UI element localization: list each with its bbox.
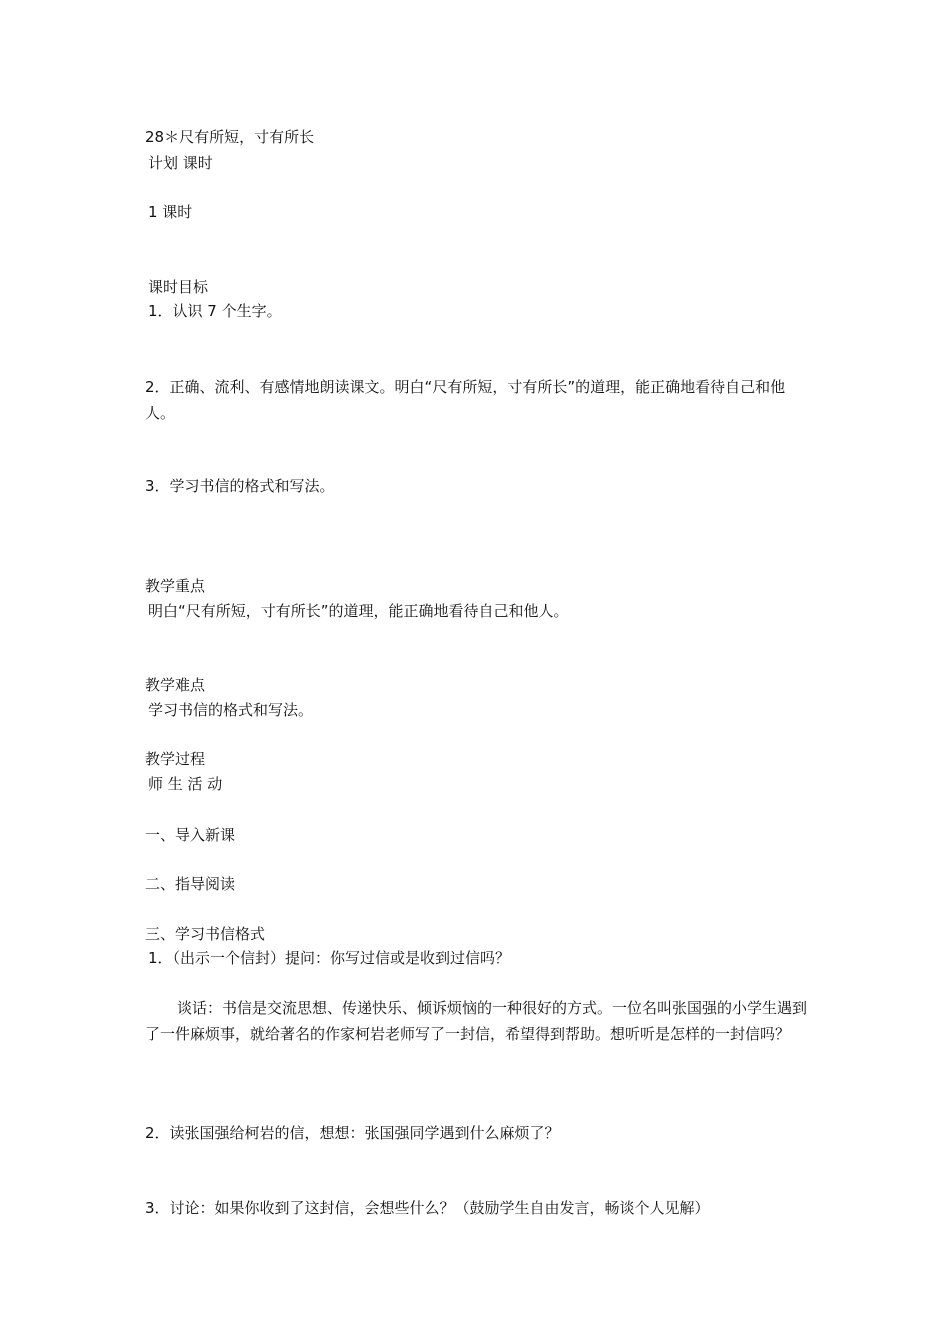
lesson-title: 28＊尺有所短，寸有所长 — [145, 128, 315, 146]
plan-value: 1 课时 — [148, 203, 193, 221]
process-heading: 教学过程 — [145, 750, 206, 768]
step-3-2: 2．读张国强给柯岩的信，想想：张国强同学遇到什么麻烦了？ — [145, 1124, 560, 1142]
difficulty-heading: 教学难点 — [145, 676, 206, 694]
goal-3: 3．学习书信的格式和写法。 — [145, 477, 335, 495]
talk-paragraph: 谈话：书信是交流思想、传递快乐、倾诉烦恼的一种很好的方式。一位名叫张国强的小学生遇到了一件麻烦事，就给著名的作家柯岩老师写了一封信，希望得到帮助。想听听是怎样的一封信吗？ — [145, 999, 808, 1043]
activity-label: 师 生 活 动 — [148, 775, 223, 793]
step-2: 二、指导阅读 — [145, 875, 236, 893]
key-heading: 教学重点 — [145, 577, 206, 595]
difficulty-text: 学习书信的格式和写法。 — [148, 701, 314, 719]
step-3-3: 3．讨论：如果你收到了这封信，会想些什么？（鼓励学生自由发言，畅谈个人见解） — [145, 1199, 710, 1217]
plan-label: 计划 课时 — [148, 154, 213, 172]
goal-2: 2．正确、流利、有感情地朗读课文。明白“尺有所短，寸有所长”的道理，能正确地看待自己和他人。 — [145, 378, 786, 422]
goal-1: 1．认识 7 个生字。 — [148, 302, 282, 320]
goals-heading: 课时目标 — [148, 278, 209, 296]
step-3-1: 1．（出示一个信封）提问：你写过信或是收到过信吗？ — [148, 949, 511, 967]
step-3: 三、学习书信格式 — [145, 925, 266, 943]
key-text: 明白“尺有所短，寸有所长”的道理，能正确地看待自己和他人。 — [148, 602, 569, 620]
step-1: 一、导入新课 — [145, 826, 236, 844]
